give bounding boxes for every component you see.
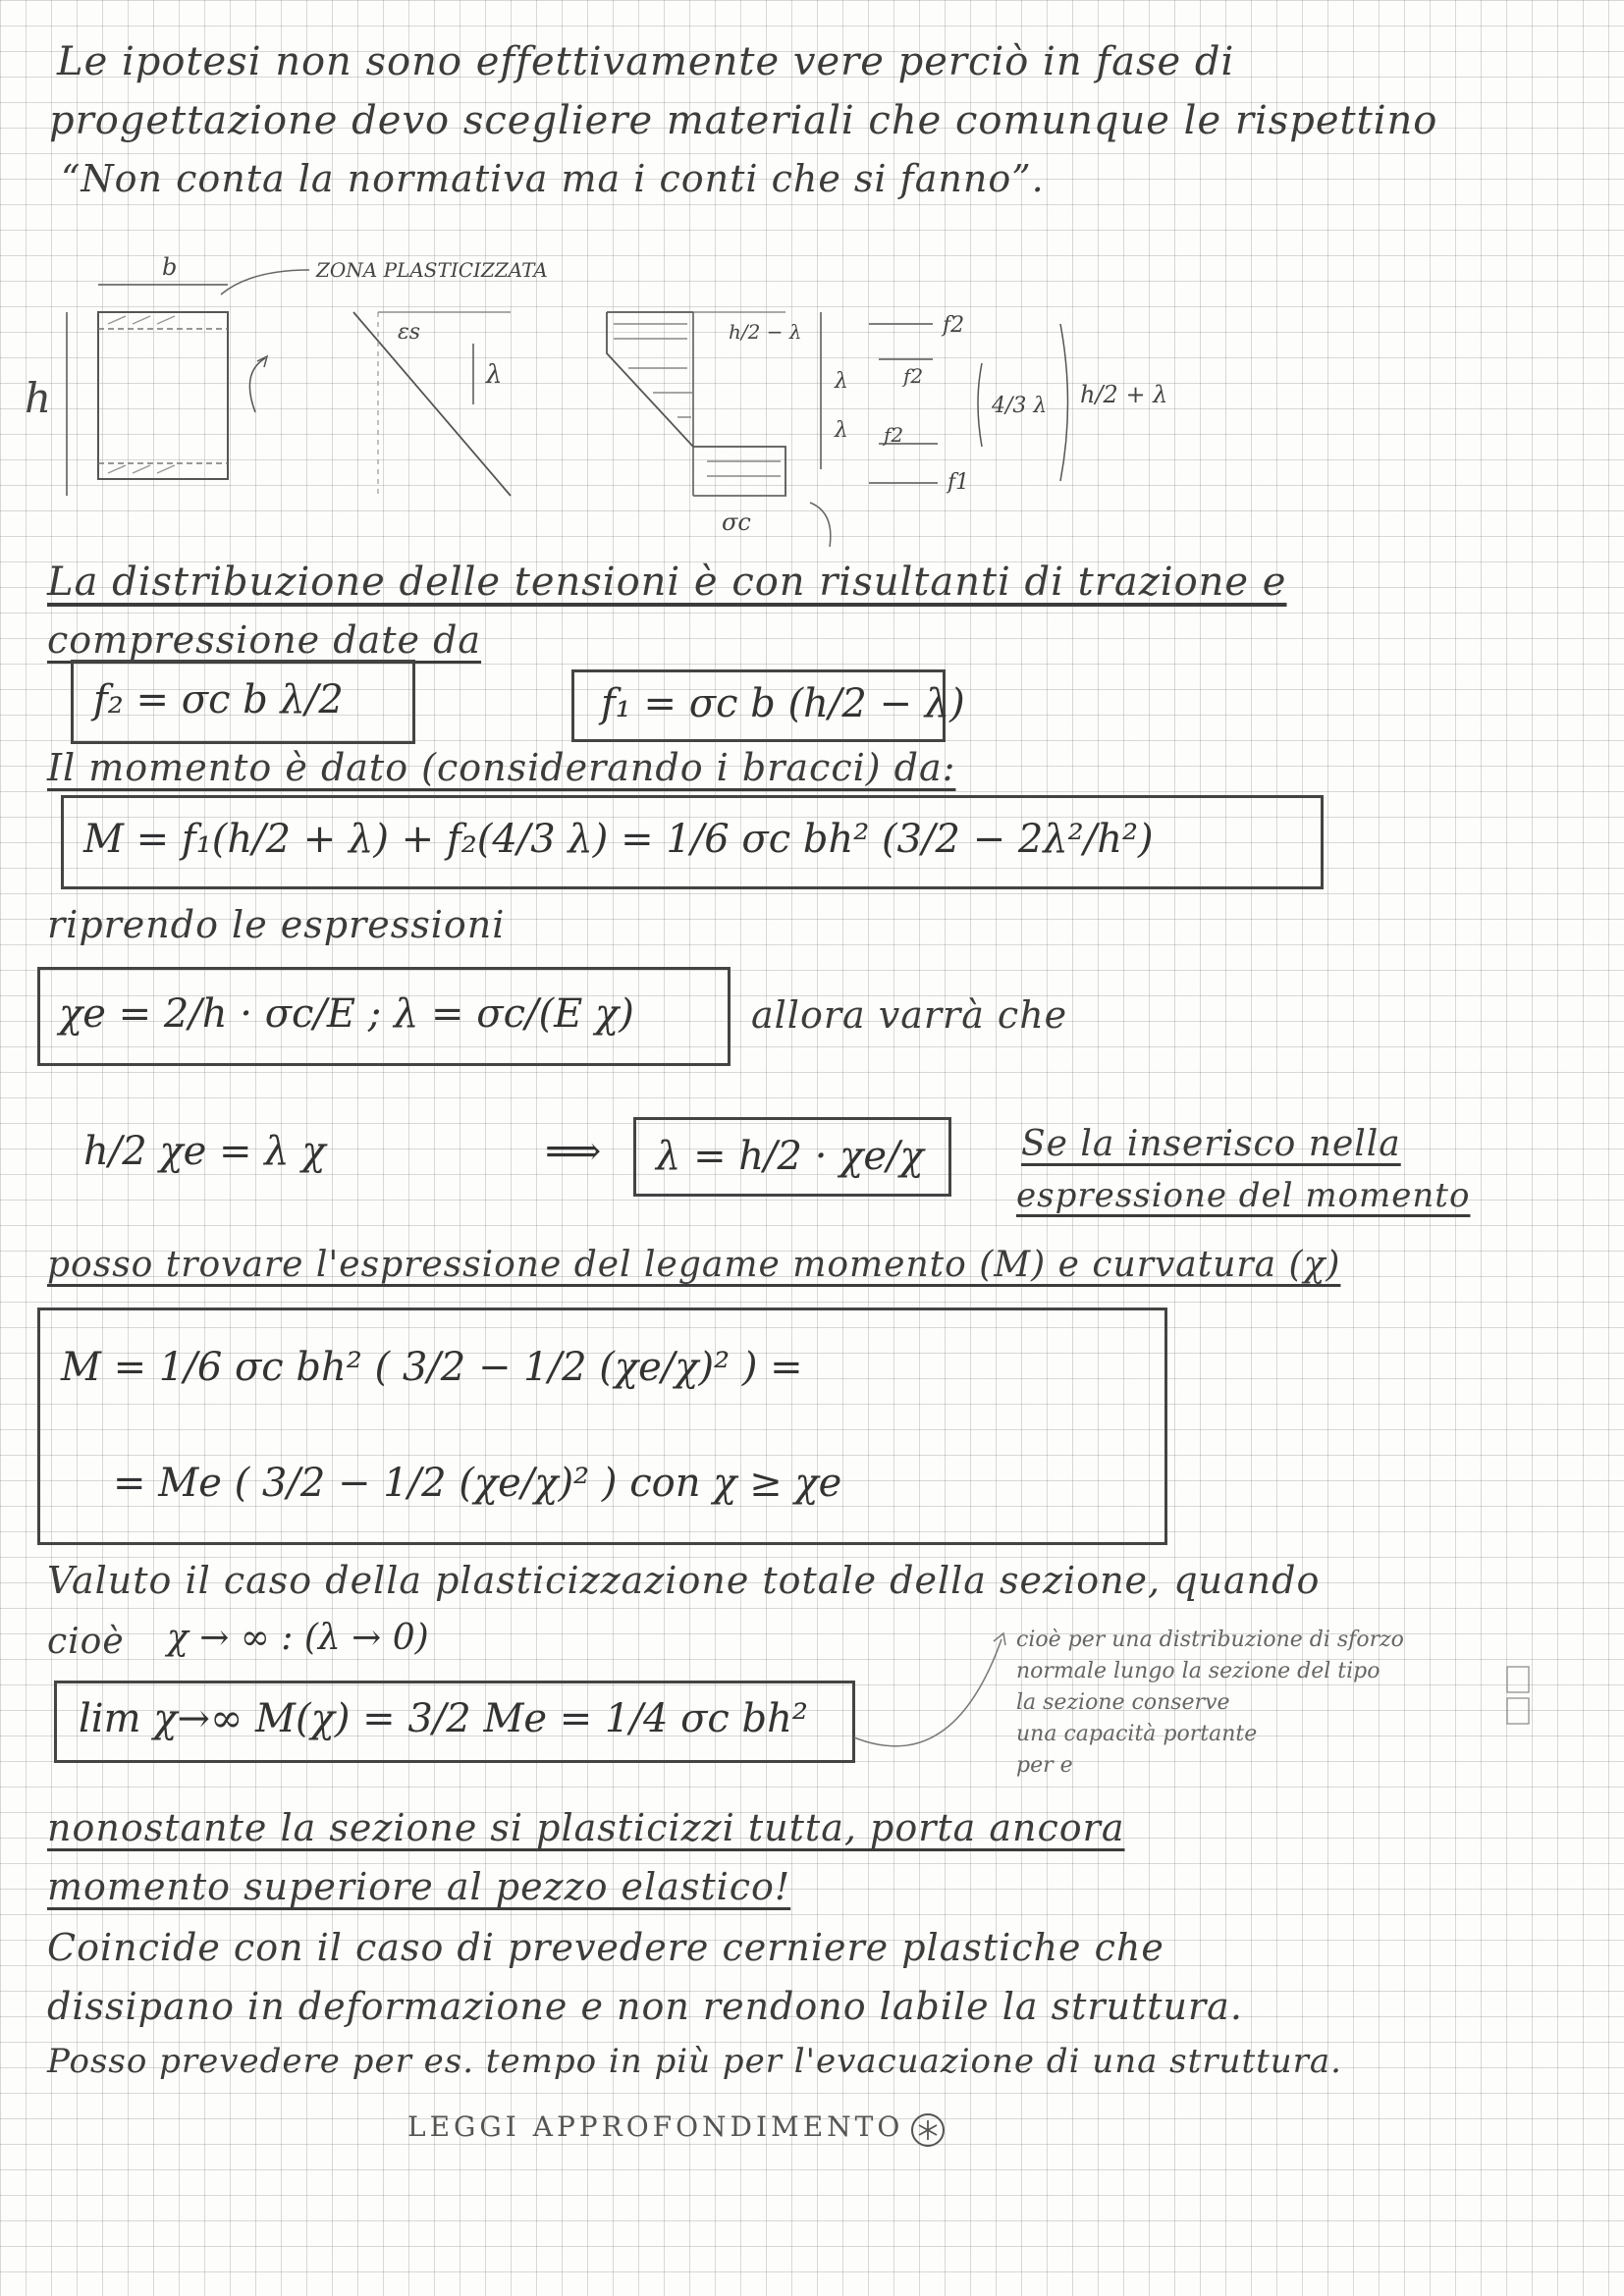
formula-moment: M = f₁(h/2 + λ) + f₂(4/3 λ) = 1/6 σc bh² (3/2 − 2λ²/h²) bbox=[83, 817, 1154, 862]
formula-limit: lim χ→∞ M(χ) = 3/2 Me = 1/4 σc bh² bbox=[79, 1696, 808, 1741]
text-line-5: compressione date da bbox=[47, 618, 482, 662]
text-line-7: riprendo le espressioni bbox=[47, 903, 506, 946]
formula-legame-1: M = 1/6 σc bh² ( 3/2 − 1/2 (χe/χ)² ) = bbox=[61, 1345, 803, 1390]
dim-h2-minus-lambda: h/2 − λ bbox=[729, 320, 802, 344]
text-line-12: cioè bbox=[47, 1622, 125, 1662]
text-line-6: Il momento è dato (considerando i bracci) da: bbox=[47, 746, 956, 789]
formula-limit-condition: χ → ∞ : (λ → 0) bbox=[167, 1618, 429, 1658]
text-line-1: Le ipotesi non sono effettivamente vere perciò in fase di bbox=[57, 39, 1235, 84]
side-note-5: per e bbox=[1016, 1753, 1073, 1778]
zona-plasticizzata-label: ZONA PLASTICIZZATA bbox=[316, 258, 548, 282]
formula-relation: h/2 χe = λ χ bbox=[83, 1129, 326, 1174]
text-line-8: allora varrà che bbox=[751, 993, 1068, 1037]
side-note-4: una capacità portante bbox=[1016, 1722, 1258, 1746]
leggi-approfondimento: LEGGI APPROFONDIMENTO bbox=[407, 2110, 904, 2143]
formula-f2: f₂ = σc b λ/2 bbox=[93, 677, 344, 722]
side-note-1: cioè per una distribuzione di sforzo bbox=[1016, 1628, 1404, 1652]
force-f2-upper: f2 bbox=[903, 364, 924, 388]
force-f1-bottom: f1 bbox=[947, 470, 970, 495]
formula-legame-2: = Me ( 3/2 − 1/2 (χe/χ)² ) con χ ≥ χe bbox=[113, 1461, 842, 1506]
dim-lambda-lower: λ bbox=[835, 418, 848, 443]
text-line-9a: Se la inserisco nella bbox=[1021, 1124, 1401, 1164]
text-line-13: nonostante la sezione si plasticizzi tutta, porta ancora bbox=[47, 1806, 1125, 1849]
formula-chie-lambda: χe = 2/h · σc/E ; λ = σc/(E χ) bbox=[59, 991, 634, 1037]
formula-f1: f₁ = σc b (h/2 − λ) bbox=[601, 681, 965, 726]
side-note-2: normale lungo la sezione del tipo bbox=[1016, 1659, 1380, 1683]
text-line-14: momento superiore al pezzo elastico! bbox=[47, 1865, 791, 1908]
dim-b-label: b bbox=[162, 253, 178, 281]
text-line-3-quote: “Non conta la normativa ma i conti che si fanno”. bbox=[61, 157, 1045, 200]
dim-lambda-upper: λ bbox=[835, 369, 848, 394]
dim-h-label: h bbox=[25, 374, 52, 422]
strain-lambda-label: λ bbox=[486, 360, 503, 390]
side-note-3: la sezione conserve bbox=[1016, 1690, 1230, 1715]
text-line-15: Coincide con il caso di prevedere cerniere plastiche che bbox=[47, 1926, 1164, 1969]
dim-four-thirds-lambda: 4/3 λ bbox=[992, 394, 1048, 418]
formula-lambda: λ = h/2 · χe/χ bbox=[656, 1134, 924, 1179]
asterisk-circle-icon bbox=[908, 2110, 947, 2150]
force-f2-lower: f2 bbox=[884, 423, 904, 447]
text-line-2: progettazione devo scegliere materiali che comunque le rispettino bbox=[49, 98, 1438, 143]
text-line-10: posso trovare l'espressione del legame momento (M) e curvatura (χ) bbox=[47, 1245, 1341, 1285]
stress-sigma-label: σc bbox=[722, 508, 751, 536]
force-f2-top: f2 bbox=[943, 313, 965, 338]
text-line-11: Valuto il caso della plasticizzazione totale della sezione, quando bbox=[47, 1559, 1321, 1602]
dim-h2-plus-lambda: h/2 + λ bbox=[1080, 381, 1168, 408]
text-line-17: Posso prevedere per es. tempo in più per l'evacuazione di una struttura. bbox=[47, 2042, 1342, 2081]
strain-eps-label: εs bbox=[398, 320, 421, 345]
text-line-9b: espressione del momento bbox=[1016, 1176, 1471, 1215]
text-line-16: dissipano in deformazione e non rendono labile la struttura. bbox=[47, 1985, 1243, 2028]
arrow-implies: ⟹ bbox=[545, 1129, 602, 1174]
text-line-4: La distribuzione delle tensioni è con risultanti di trazione e bbox=[47, 560, 1287, 605]
